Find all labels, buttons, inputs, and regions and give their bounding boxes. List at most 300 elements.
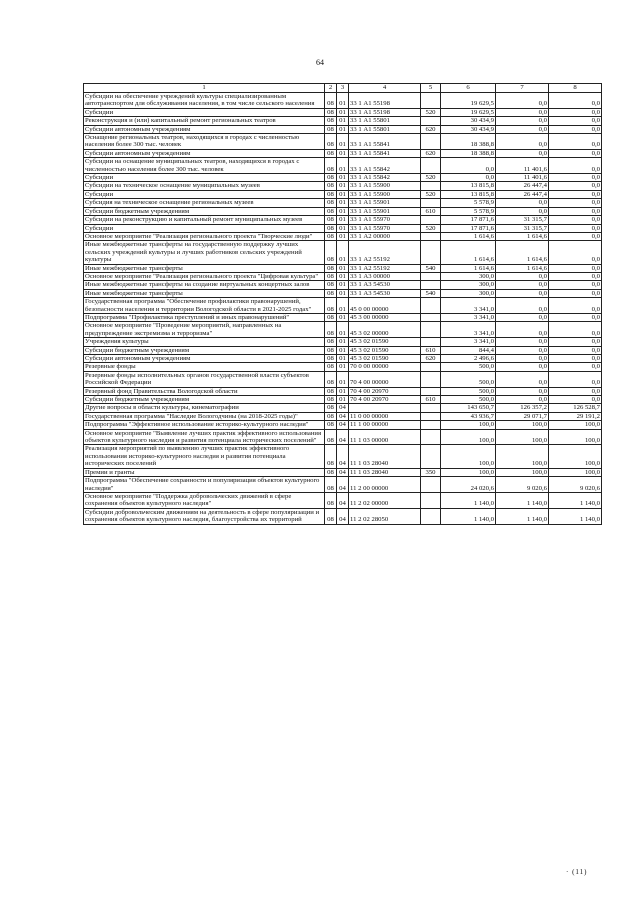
row-name: Субсидии бюджетным учреждениям	[84, 396, 325, 404]
amount-year-1: 30 434,9	[441, 125, 496, 133]
row-name: Иные межбюджетные трансферты на государственную поддержку лучших сельских учреждений культуры и лучших работников сельских учреждений культуры	[84, 241, 325, 264]
section-code: 08	[325, 199, 337, 207]
section-code: 08	[325, 174, 337, 182]
target-article-code: 33 1 А1 55970	[349, 224, 421, 232]
row-name: Субсидии бюджетным учреждениям	[84, 207, 325, 215]
subsection-code: 04	[337, 468, 349, 476]
amount-year-3: 100,0	[549, 445, 602, 468]
table-row	[84, 338, 602, 346]
target-article-code: 45 0 00 00000	[349, 298, 421, 314]
section-code: 08	[325, 264, 337, 272]
expense-type-code	[421, 216, 441, 224]
target-article-code: 45 3 02 01590	[349, 355, 421, 363]
amount-year-2: 0,0	[496, 298, 549, 314]
table-row	[84, 468, 602, 476]
amount-year-2: 0,0	[496, 149, 549, 157]
subsection-code: 01	[337, 216, 349, 224]
subsection-code: 04	[337, 445, 349, 468]
target-article-code: 33 1 А1 55841	[349, 149, 421, 157]
table-row	[84, 289, 602, 297]
table-row	[84, 445, 602, 468]
amount-year-3: 0,0	[549, 313, 602, 321]
amount-year-3: 0,0	[549, 216, 602, 224]
target-article-code: 33 1 А1 55970	[349, 216, 421, 224]
expense-type-code: 540	[421, 264, 441, 272]
subsection-code: 01	[337, 224, 349, 232]
table-row	[84, 363, 602, 371]
amount-year-3: 0,0	[549, 199, 602, 207]
amount-year-3: 9 020,6	[549, 477, 602, 493]
expense-type-code: 520	[421, 174, 441, 182]
table-row	[84, 477, 602, 493]
amount-year-2: 0,0	[496, 134, 549, 150]
amount-year-3: 0,0	[549, 338, 602, 346]
amount-year-3: 100,0	[549, 429, 602, 445]
row-name: Субсидии добровольческим движениям на деятельность в сфере популяризации и сохранения объектов культурного наследия, благоустройства их территорий	[84, 508, 325, 524]
expense-type-code: 610	[421, 207, 441, 215]
subsection-code: 01	[337, 298, 349, 314]
table-row	[84, 421, 602, 429]
column-header: 6	[441, 84, 496, 93]
amount-year-3: 100,0	[549, 421, 602, 429]
amount-year-2: 0,0	[496, 396, 549, 404]
column-header: 4	[349, 84, 421, 93]
section-code: 08	[325, 149, 337, 157]
amount-year-3: 0,0	[549, 182, 602, 190]
expense-type-code	[421, 412, 441, 420]
subsection-code: 04	[337, 508, 349, 524]
amount-year-1: 13 815,8	[441, 190, 496, 198]
amount-year-3: 0,0	[549, 281, 602, 289]
expense-type-code	[421, 199, 441, 207]
row-name: Субсидии автономным учреждениям	[84, 355, 325, 363]
target-article-code: 11 2 02 28050	[349, 508, 421, 524]
expense-type-code	[421, 371, 441, 387]
amount-year-1: 0,0	[441, 174, 496, 182]
target-article-code: 33 1 А1 55900	[349, 190, 421, 198]
section-code: 08	[325, 412, 337, 420]
row-name: Субсидии на техническое оснащение муниципальных музеев	[84, 182, 325, 190]
target-article-code: 11 2 02 00000	[349, 492, 421, 508]
amount-year-2: 0,0	[496, 371, 549, 387]
row-name: Иные межбюджетные трансферты	[84, 264, 325, 272]
table-row	[84, 149, 602, 157]
subsection-code: 01	[337, 134, 349, 150]
row-name: Государственная программа "Обеспечение профилактики правонарушений, безопасности населения и территории Вологодской области в 2021-2025 годах"	[84, 298, 325, 314]
expense-type-code: 620	[421, 355, 441, 363]
subsection-code: 01	[337, 346, 349, 354]
amount-year-1: 1 614,6	[441, 241, 496, 264]
target-article-code: 33 1 А1 55801	[349, 117, 421, 125]
amount-year-2: 0,0	[496, 289, 549, 297]
row-name: Премии и гранты	[84, 468, 325, 476]
subsection-code: 01	[337, 158, 349, 174]
amount-year-3: 1 140,0	[549, 508, 602, 524]
amount-year-2: 11 401,6	[496, 174, 549, 182]
section-code: 08	[325, 363, 337, 371]
table-row	[84, 182, 602, 190]
target-article-code: 11 1 00 00000	[349, 421, 421, 429]
amount-year-1: 500,0	[441, 371, 496, 387]
amount-year-1: 19 629,5	[441, 93, 496, 109]
subsection-code: 04	[337, 421, 349, 429]
amount-year-2: 100,0	[496, 421, 549, 429]
target-article-code: 45 3 02 01590	[349, 346, 421, 354]
target-article-code	[349, 404, 421, 412]
subsection-code: 01	[337, 232, 349, 240]
row-name: Субсидии автономным учреждениям	[84, 125, 325, 133]
subsection-code: 01	[337, 125, 349, 133]
amount-year-3: 0,0	[549, 93, 602, 109]
row-name: Основное мероприятие "Выявление лучших практик эффективного использования объектов культурного наследия и развития потенциала исторических поселений"	[84, 429, 325, 445]
table-header-row	[84, 84, 602, 93]
subsection-code: 01	[337, 207, 349, 215]
subsection-code: 04	[337, 412, 349, 420]
column-header: 3	[337, 84, 349, 93]
amount-year-1: 1 614,6	[441, 264, 496, 272]
amount-year-2: 1 614,6	[496, 264, 549, 272]
subsection-code: 04	[337, 429, 349, 445]
table-row	[84, 174, 602, 182]
amount-year-1: 1 140,0	[441, 508, 496, 524]
section-code: 08	[325, 93, 337, 109]
amount-year-3: 0,0	[549, 149, 602, 157]
table-row	[84, 199, 602, 207]
expense-type-code: 610	[421, 396, 441, 404]
subsection-code: 04	[337, 404, 349, 412]
table-row	[84, 346, 602, 354]
section-code: 08	[325, 371, 337, 387]
section-code: 08	[325, 387, 337, 395]
amount-year-3: 0,0	[549, 117, 602, 125]
amount-year-1: 844,4	[441, 346, 496, 354]
subsection-code: 01	[337, 396, 349, 404]
expense-type-code	[421, 322, 441, 338]
expense-type-code	[421, 134, 441, 150]
target-article-code: 70 4 00 20970	[349, 396, 421, 404]
amount-year-2: 0,0	[496, 281, 549, 289]
table-row	[84, 272, 602, 280]
column-header: 5	[421, 84, 441, 93]
row-name: Оснащение региональных театров, находящихся в городах с численностью населения более 300 тыс. человек	[84, 134, 325, 150]
section-code: 08	[325, 134, 337, 150]
expense-type-code: 350	[421, 468, 441, 476]
amount-year-1: 500,0	[441, 387, 496, 395]
amount-year-1: 500,0	[441, 396, 496, 404]
row-name: Другие вопросы в области культуры, кинематографии	[84, 404, 325, 412]
amount-year-2: 26 447,4	[496, 182, 549, 190]
subsection-code: 01	[337, 322, 349, 338]
section-code: 08	[325, 117, 337, 125]
row-name: Иные межбюджетные трансферты	[84, 289, 325, 297]
amount-year-3: 0,0	[549, 363, 602, 371]
target-article-code: 33 1 А1 55900	[349, 182, 421, 190]
amount-year-2: 0,0	[496, 207, 549, 215]
amount-year-2: 0,0	[496, 117, 549, 125]
amount-year-1: 2 496,6	[441, 355, 496, 363]
amount-year-3: 0,0	[549, 241, 602, 264]
target-article-code: 33 1 А3 54530	[349, 289, 421, 297]
amount-year-2: 0,0	[496, 313, 549, 321]
table-row	[84, 412, 602, 420]
subsection-code: 01	[337, 355, 349, 363]
table-row	[84, 224, 602, 232]
section-code: 08	[325, 468, 337, 476]
subsection-code: 01	[337, 363, 349, 371]
subsection-code: 01	[337, 313, 349, 321]
expense-type-code: 520	[421, 190, 441, 198]
expense-type-code	[421, 182, 441, 190]
row-name: Субсидии на обеспечение учреждений культуры специализированным автотранспортом для обслуживания населения, в том числе сельского населения	[84, 93, 325, 109]
row-name: Основное мероприятие "Реализация регионального проекта "Творческие люди"	[84, 232, 325, 240]
target-article-code: 33 1 А2 55192	[349, 241, 421, 264]
subsection-code: 01	[337, 93, 349, 109]
section-code: 08	[325, 508, 337, 524]
amount-year-1: 1 140,0	[441, 492, 496, 508]
section-code: 08	[325, 445, 337, 468]
page-number: 64	[316, 58, 324, 67]
amount-year-1: 1 614,6	[441, 232, 496, 240]
section-code: 08	[325, 355, 337, 363]
subsection-code: 04	[337, 477, 349, 493]
subsection-code: 01	[337, 371, 349, 387]
row-name: Субсидии бюджетным учреждениям	[84, 346, 325, 354]
subsection-code: 01	[337, 264, 349, 272]
subsection-code: 01	[337, 199, 349, 207]
expense-type-code	[421, 281, 441, 289]
row-name: Резервные фонды	[84, 363, 325, 371]
amount-year-3: 0,0	[549, 108, 602, 116]
section-code: 08	[325, 182, 337, 190]
target-article-code: 11 2 00 00000	[349, 477, 421, 493]
table-row	[84, 264, 602, 272]
amount-year-3: 0,0	[549, 174, 602, 182]
section-code: 08	[325, 241, 337, 264]
amount-year-3: 0,0	[549, 289, 602, 297]
subsection-code: 01	[337, 289, 349, 297]
table-row	[84, 158, 602, 174]
section-code: 08	[325, 272, 337, 280]
table-row	[84, 492, 602, 508]
table-row	[84, 404, 602, 412]
amount-year-1: 5 578,9	[441, 207, 496, 215]
target-article-code: 70 4 00 20970	[349, 387, 421, 395]
subsection-code: 01	[337, 281, 349, 289]
target-article-code: 33 1 А3 54530	[349, 281, 421, 289]
amount-year-3: 0,0	[549, 224, 602, 232]
table-row	[84, 322, 602, 338]
row-name: Государственная программа "Наследие Вологодчины (на 2018-2025 годы)"	[84, 412, 325, 420]
expense-type-code	[421, 421, 441, 429]
section-code: 08	[325, 232, 337, 240]
row-name: Подпрограмма "Обеспечение сохранности и популяризация объектов культурного наследия"	[84, 477, 325, 493]
amount-year-2: 9 020,6	[496, 477, 549, 493]
column-header: 1	[84, 84, 325, 93]
budget-table	[83, 83, 602, 525]
row-name: Подпрограмма "Эффективное использование историко-культурного наследия"	[84, 421, 325, 429]
amount-year-1: 5 578,9	[441, 199, 496, 207]
target-article-code: 11 1 03 28040	[349, 468, 421, 476]
expense-type-code	[421, 477, 441, 493]
expense-type-code	[421, 429, 441, 445]
amount-year-2: 26 447,4	[496, 190, 549, 198]
expense-type-code: 610	[421, 346, 441, 354]
amount-year-1: 300,0	[441, 289, 496, 297]
amount-year-3: 0,0	[549, 396, 602, 404]
column-header: 7	[496, 84, 549, 93]
amount-year-1: 3 341,0	[441, 313, 496, 321]
amount-year-2: 100,0	[496, 468, 549, 476]
table-row	[84, 313, 602, 321]
row-name: Иные межбюджетные трансферты на создание виртуальных концертных залов	[84, 281, 325, 289]
table-row	[84, 396, 602, 404]
amount-year-1: 18 388,8	[441, 149, 496, 157]
amount-year-3: 126 528,7	[549, 404, 602, 412]
expense-type-code	[421, 158, 441, 174]
amount-year-2: 0,0	[496, 387, 549, 395]
section-code: 08	[325, 190, 337, 198]
subsection-code: 01	[337, 338, 349, 346]
table-row	[84, 108, 602, 116]
amount-year-1: 300,0	[441, 281, 496, 289]
section-code: 08	[325, 322, 337, 338]
expense-type-code	[421, 508, 441, 524]
amount-year-3: 29 191,2	[549, 412, 602, 420]
row-name: Резервный фонд Правительства Вологодской области	[84, 387, 325, 395]
table-row	[84, 134, 602, 150]
section-code: 08	[325, 396, 337, 404]
section-code: 08	[325, 298, 337, 314]
amount-year-2: 31 315,7	[496, 216, 549, 224]
amount-year-1: 100,0	[441, 468, 496, 476]
row-name: Основное мероприятие "Проведение мероприятий, направленных на предупреждение экстремизма и терроризма"	[84, 322, 325, 338]
table-row	[84, 387, 602, 395]
row-name: Учреждения культуры	[84, 338, 325, 346]
target-article-code: 45 3 00 00000	[349, 313, 421, 321]
target-article-code: 45 3 02 01590	[349, 338, 421, 346]
amount-year-1: 30 434,9	[441, 117, 496, 125]
amount-year-3: 0,0	[549, 371, 602, 387]
amount-year-2: 0,0	[496, 363, 549, 371]
amount-year-1: 24 020,6	[441, 477, 496, 493]
expense-type-code	[421, 298, 441, 314]
amount-year-2: 1 614,6	[496, 232, 549, 240]
expense-type-code: 620	[421, 149, 441, 157]
amount-year-1: 19 629,5	[441, 108, 496, 116]
amount-year-1: 300,0	[441, 272, 496, 280]
expense-type-code	[421, 241, 441, 264]
subsection-code: 01	[337, 272, 349, 280]
expense-type-code	[421, 93, 441, 109]
target-article-code: 33 1 А1 55801	[349, 125, 421, 133]
row-name: Субсидии на реконструкцию и капитальный ремонт муниципальных музеев	[84, 216, 325, 224]
amount-year-1: 500,0	[441, 363, 496, 371]
section-code: 08	[325, 224, 337, 232]
amount-year-2: 29 071,7	[496, 412, 549, 420]
amount-year-1: 17 871,6	[441, 216, 496, 224]
target-article-code: 33 1 А1 55198	[349, 108, 421, 116]
row-name: Основное мероприятие "Реализация регионального проекта "Цифровая культура"	[84, 272, 325, 280]
table-row	[84, 216, 602, 224]
amount-year-3: 0,0	[549, 387, 602, 395]
table-row	[84, 117, 602, 125]
amount-year-1: 100,0	[441, 429, 496, 445]
section-code: 08	[325, 313, 337, 321]
table-row	[84, 241, 602, 264]
amount-year-3: 0,0	[549, 298, 602, 314]
table-row	[84, 371, 602, 387]
expense-type-code	[421, 272, 441, 280]
section-code: 08	[325, 125, 337, 133]
amount-year-3: 0,0	[549, 207, 602, 215]
footer-mark: · (11)	[566, 868, 588, 876]
table-row	[84, 508, 602, 524]
expense-type-code	[421, 313, 441, 321]
subsection-code: 01	[337, 117, 349, 125]
amount-year-2: 1 140,0	[496, 508, 549, 524]
subsection-code: 01	[337, 387, 349, 395]
row-name: Субсидии автономным учреждениям	[84, 149, 325, 157]
expense-type-code: 620	[421, 125, 441, 133]
amount-year-2: 0,0	[496, 322, 549, 338]
target-article-code: 33 1 А3 00000	[349, 272, 421, 280]
table-row	[84, 355, 602, 363]
expense-type-code	[421, 404, 441, 412]
table-row	[84, 207, 602, 215]
section-code: 08	[325, 492, 337, 508]
target-article-code: 33 1 А1 55901	[349, 207, 421, 215]
subsection-code: 01	[337, 174, 349, 182]
section-code: 08	[325, 421, 337, 429]
amount-year-1: 3 341,0	[441, 338, 496, 346]
expense-type-code	[421, 363, 441, 371]
amount-year-3: 1 140,0	[549, 492, 602, 508]
amount-year-2: 100,0	[496, 445, 549, 468]
target-article-code: 33 1 А1 55842	[349, 158, 421, 174]
target-article-code: 11 1 03 28040	[349, 445, 421, 468]
amount-year-3: 0,0	[549, 264, 602, 272]
amount-year-2: 100,0	[496, 429, 549, 445]
amount-year-2: 0,0	[496, 346, 549, 354]
amount-year-3: 0,0	[549, 346, 602, 354]
amount-year-1: 3 341,0	[441, 298, 496, 314]
amount-year-2: 126 357,2	[496, 404, 549, 412]
expense-type-code: 540	[421, 289, 441, 297]
section-code: 08	[325, 429, 337, 445]
column-header: 2	[325, 84, 337, 93]
amount-year-1: 100,0	[441, 421, 496, 429]
target-article-code: 70 0 00 00000	[349, 363, 421, 371]
table-row	[84, 232, 602, 240]
amount-year-2: 0,0	[496, 355, 549, 363]
row-name: Субсидии	[84, 174, 325, 182]
row-name: Субсидии	[84, 224, 325, 232]
subsection-code: 01	[337, 190, 349, 198]
amount-year-2: 1 140,0	[496, 492, 549, 508]
subsection-code: 01	[337, 241, 349, 264]
row-name: Реализация мероприятий по выявлению лучших практик эффективного использования историко-культурного наследия и развития потенциала исторических поселений	[84, 445, 325, 468]
section-code: 08	[325, 281, 337, 289]
expense-type-code	[421, 387, 441, 395]
amount-year-1: 0,0	[441, 158, 496, 174]
subsection-code: 01	[337, 108, 349, 116]
section-code: 08	[325, 404, 337, 412]
target-article-code: 33 1 А1 55841	[349, 134, 421, 150]
amount-year-2: 0,0	[496, 108, 549, 116]
section-code: 08	[325, 108, 337, 116]
amount-year-1: 100,0	[441, 445, 496, 468]
amount-year-3: 0,0	[549, 322, 602, 338]
